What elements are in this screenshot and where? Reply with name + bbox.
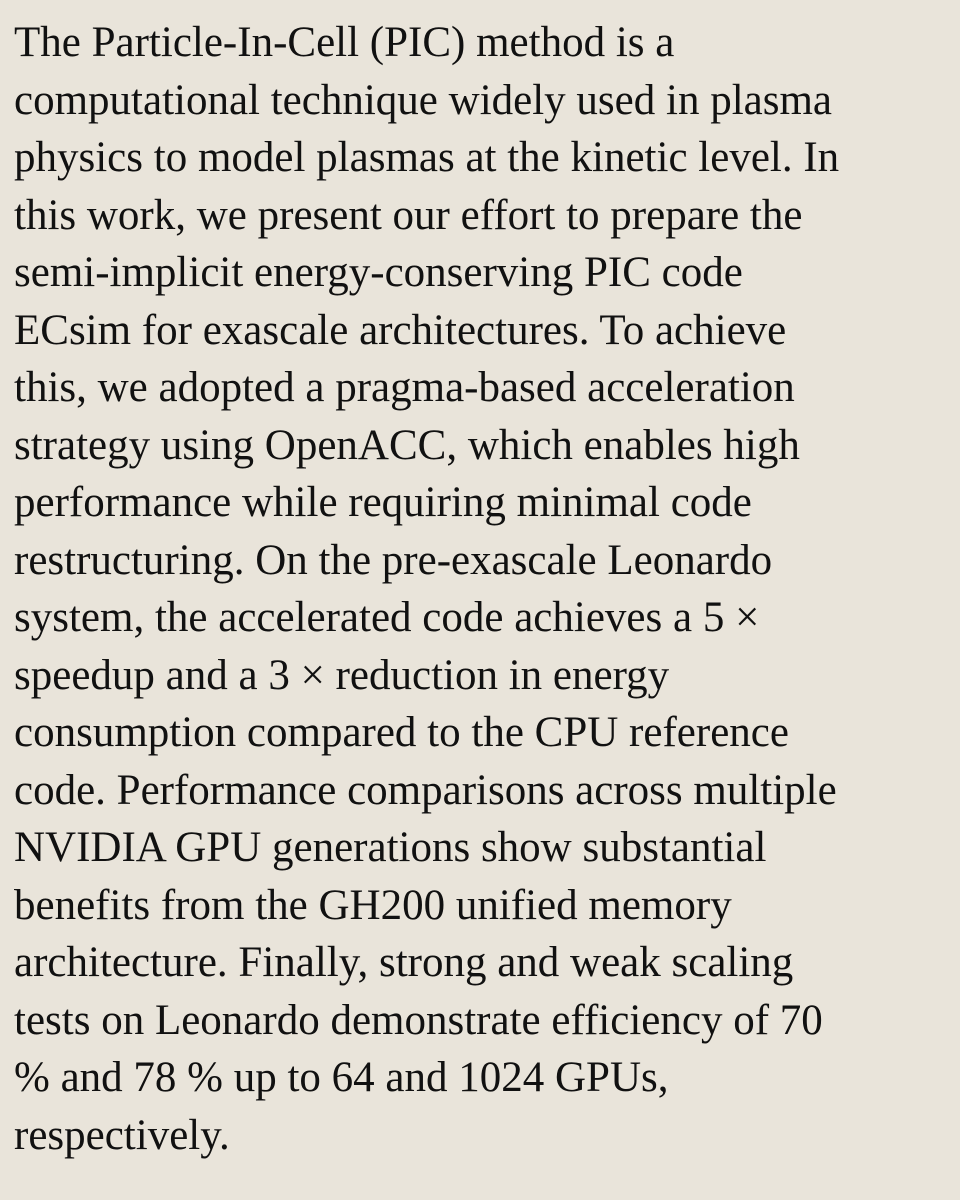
abstract-line: performance while requiring minimal code — [14, 479, 752, 526]
abstract-line: NVIDIA GPU generations show substantial — [14, 824, 767, 871]
abstract-line: architecture. Finally, strong and weak scaling — [14, 939, 794, 986]
abstract-line: ECsim for exascale architectures. To achieve — [14, 306, 787, 354]
abstract-line: benefits from the GH200 unified memory — [14, 881, 732, 929]
abstract-line: consumption compared to the CPU reference — [14, 709, 789, 756]
abstract-line: this, we adopted a pragma-based acceleration — [14, 364, 795, 411]
abstract-line: % and 78 % up to 64 and 1024 GPUs, — [14, 1054, 669, 1101]
abstract-line: restructuring. On the pre-exascale Leonardo — [14, 536, 773, 584]
abstract-line: computational technique widely used in plasma — [14, 76, 832, 124]
abstract-line: this work, we present our effort to prepare the — [14, 191, 803, 239]
abstract-line: semi-implicit energy-conserving PIC code — [14, 249, 743, 296]
abstract-line: The Particle-In-Cell (PIC) method is a — [14, 19, 675, 66]
abstract-line: respectively. — [14, 1111, 230, 1159]
abstract-line: system, the accelerated code achieves a 5 × — [14, 594, 760, 641]
abstract-line: physics to model plasmas at the kinetic level. In — [14, 134, 840, 181]
abstract-text — [14, 14, 948, 1164]
abstract-line: speedup and a 3 × reduction in energy — [14, 651, 670, 699]
abstract-line: tests on Leonardo demonstrate efficiency of 70 — [14, 996, 823, 1044]
abstract-line: strategy using OpenACC, which enables high — [14, 421, 800, 469]
abstract-line: code. Performance comparisons across multiple — [14, 766, 837, 814]
